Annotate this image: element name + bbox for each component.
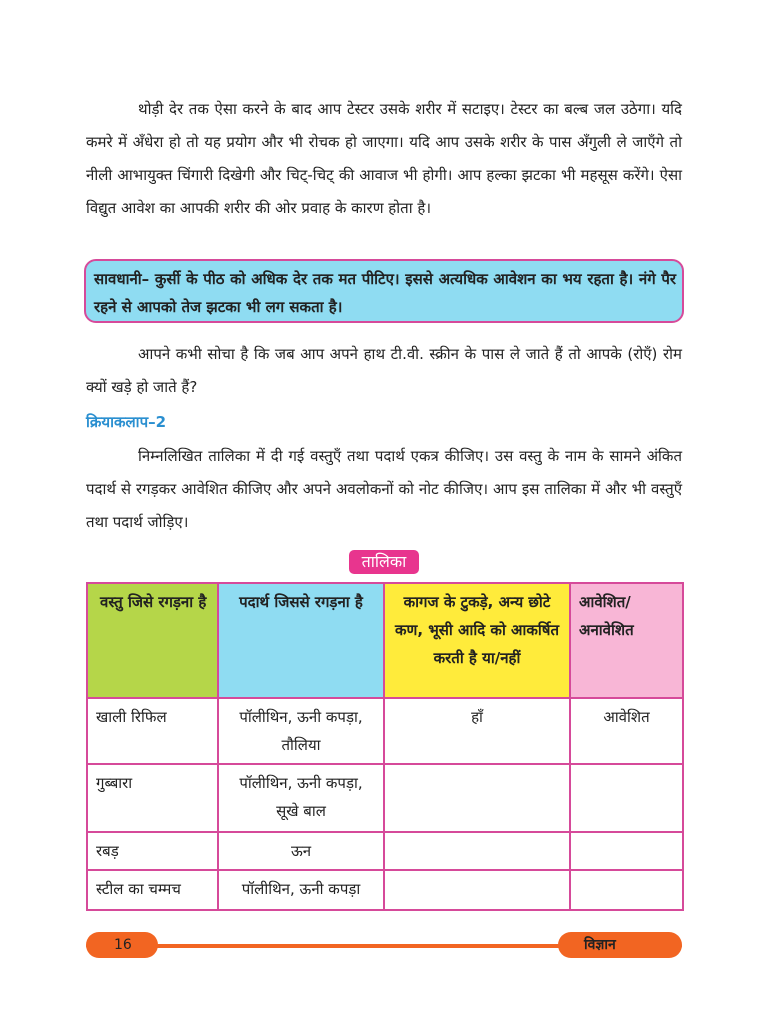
table-row <box>87 870 683 910</box>
page-number: 16 <box>86 932 158 958</box>
table-label-badge: तालिका <box>349 550 419 574</box>
caution-box: सावधानी– कुर्सी के पीठ को अधिक देर तक मत पीटिए। इससे अत्यधिक आवेशन का भय रहता है। नंगे पैर रहने से आपको तेज झटका भी लग सकता है। <box>84 259 684 323</box>
cell-charged: आवेशित <box>570 698 683 764</box>
cell-attracts <box>384 870 570 910</box>
cell-attracts: हाँ <box>384 698 570 764</box>
paragraph-tester-experiment: थोड़ी देर तक ऐसा करने के बाद आप टेस्टर उसके शरीर में सटाइए। टेस्टर का बल्ब जल उठेगा। यदि कमरे में अँधेरा हो तो यह प्रयोग और भी रोचक हो जाएगा। यदि आप उसके शरीर के पास अँगुली ले जाएँगे तो नीली आभायुक्त चिंगारी दिखेगी और चिट्-चिट् की आवाज भी होगी। आप हल्का झटका भी महसूस करेंगे। ऐसा विद्युत आवेश का आपकी शरीर की ओर प्रवाह के कारण होता है। <box>86 100 682 217</box>
header-rubbing-material: पदार्थ जिससे रगड़ना है <box>218 583 384 698</box>
table-row <box>87 698 683 764</box>
cell-object: स्टील का चम्मच <box>87 870 218 910</box>
cell-object: गुब्बारा <box>87 764 218 832</box>
cell-object: खाली रिफिल <box>87 698 218 764</box>
cell-attracts <box>384 764 570 832</box>
cell-material: ऊन <box>218 832 384 870</box>
activity-title: क्रियाकलाप–2 <box>86 413 167 431</box>
cell-attracts <box>384 832 570 870</box>
cell-charged <box>570 764 683 832</box>
table-header-row <box>87 583 683 698</box>
cell-charged <box>570 832 683 870</box>
cell-material: पॉलीथिन, ऊनी कपड़ा, सूखे बाल <box>218 764 384 832</box>
cell-material: पॉलीथिन, ऊनी कपड़ा, तौलिया <box>218 698 384 764</box>
header-charged-status: आवेशित/ अनावेशित <box>570 583 683 698</box>
footer-subject-label: विज्ञान <box>558 932 682 958</box>
paragraph-activity-instructions: निम्नलिखित तालिका में दी गई वस्तुएँ तथा पदार्थ एकत्र कीजिए। उस वस्तु के नाम के सामने अंकित पदार्थ से रगड़कर आवेशित कीजिए और अपने अवलोकनों को नोट कीजिए। आप इस तालिका में और भी वस्तुएँ तथा पदार्थ जोड़िए। <box>86 447 682 531</box>
header-object: वस्तु जिसे रगड़ना है <box>87 583 218 698</box>
cell-material: पॉलीथिन, ऊनी कपड़ा <box>218 870 384 910</box>
cell-object: रबड़ <box>87 832 218 870</box>
table-row <box>87 764 683 832</box>
paragraph-tv-screen-question: आपने कभी सोचा है कि जब आप अपने हाथ टी.वी. स्क्रीन के पास ले जाते हैं तो आपके (रोएँ) रोम क्यों खड़े हो जाते हैं? <box>86 345 682 396</box>
cell-charged <box>570 870 683 910</box>
header-attracts-paper: कागज के टुकड़े, अन्य छोटे कण, भूसी आदि को आकर्षित करती है या/नहीं <box>384 583 570 698</box>
table-row <box>87 832 683 870</box>
observation-table <box>86 582 684 911</box>
